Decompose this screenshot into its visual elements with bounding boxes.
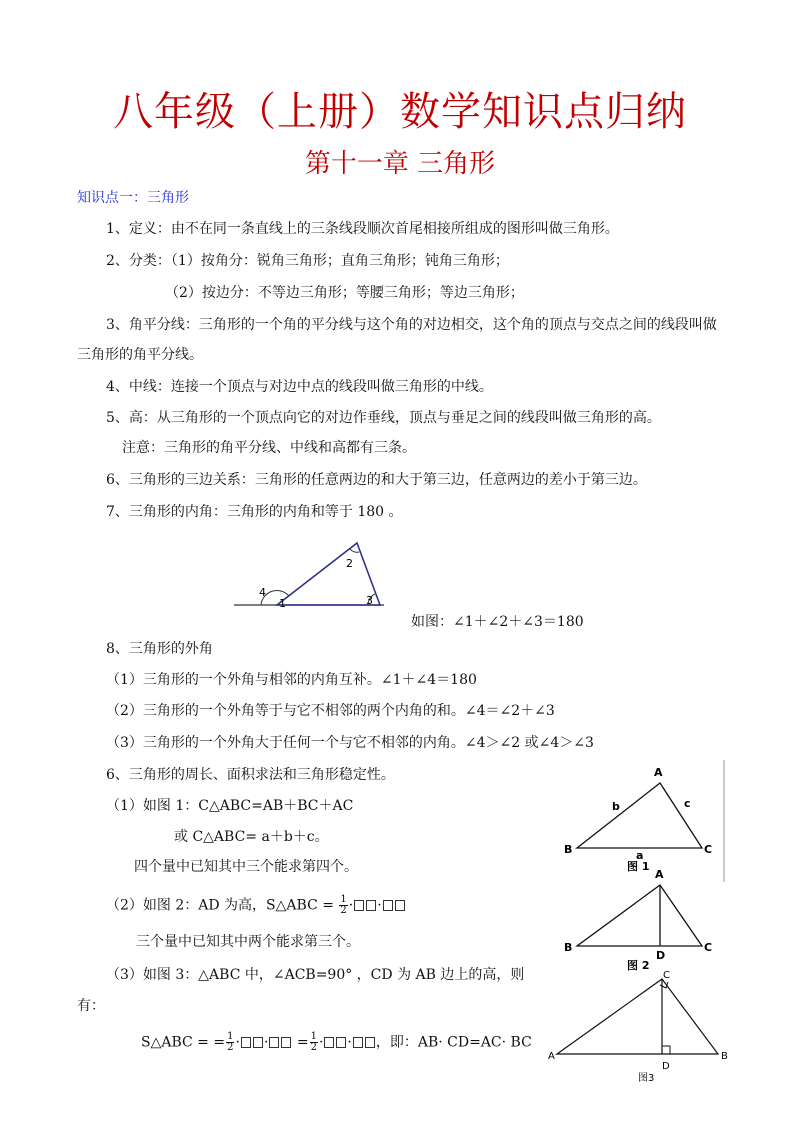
area-prefix: S△ABC = (141, 1034, 209, 1051)
exterior-angle-title: 8、三角形的外角 (106, 641, 213, 657)
perimeter-formula: （1）如图 1：C△ABC=AB＋BC＋AC (106, 798, 354, 814)
angle-label-1: 1 (279, 597, 286, 610)
angle-sum-caption: 如图：∠1＋∠2＋∠3＝180 (411, 614, 584, 630)
three-sides-relation-line: 6、三角形的三边关系：三角形的任意两边的和大于第三边，任意两边的差小于第三边。 (106, 472, 647, 488)
vertex-c: C (704, 843, 713, 856)
exterior-angle-rule-1: （1）三角形的一个外角与相邻的内角互补。∠1＋∠4＝180 (106, 672, 477, 688)
chapter-title: 第十一章 三角形 (304, 149, 496, 179)
one-half-fraction (226, 1032, 234, 1053)
figure-1-caption: 图 1 (627, 860, 650, 873)
missing-glyph-icon (354, 900, 364, 911)
vertex-c: C (704, 941, 713, 954)
triangle-abc (577, 783, 702, 848)
missing-glyph-icon (395, 900, 405, 911)
missing-glyph-icon (324, 1037, 334, 1048)
missing-glyph-icon (366, 900, 376, 911)
height-line: 5、高：从三角形的一个顶点向它的对边作垂线，顶点与垂足之间的线段叫做三角形的高。 (106, 410, 661, 426)
vertex-b: B (564, 843, 573, 856)
interior-angle-line: 7、三角形的内角：三角形的内角和等于 180 。 (106, 504, 403, 520)
right-triangle-line-continued: 有： (77, 998, 105, 1014)
one-half-fraction (310, 1032, 318, 1053)
area-note: 三个量中已知其中两个能求第三个。 (136, 934, 360, 950)
one-half-fraction (339, 895, 347, 916)
vertex-d: D (662, 1061, 670, 1072)
triangle (277, 543, 380, 605)
fraction-numerator: 1 (340, 894, 347, 905)
fraction-numerator: 1 (310, 1031, 317, 1042)
right-angle-mark-c (660, 982, 668, 988)
triangle-abc (557, 979, 718, 1054)
fraction-denominator: 2 (340, 905, 347, 916)
vertex-a: A (548, 1051, 555, 1062)
vertex-a: A (655, 868, 664, 881)
perimeter-area-title: 6、三角形的周长、面积求法和三角形稳定性。 (106, 767, 395, 783)
area-formula-text: （2）如图 2：AD 为高，S△ABC = (106, 897, 334, 914)
side-b-label: b (612, 800, 620, 813)
angle-2-arc (350, 549, 359, 552)
missing-glyph-icon (365, 1037, 375, 1048)
median-line: 4、中线：连接一个顶点与对边中点的线段叫做三角形的中线。 (106, 379, 493, 395)
side-c-label: c (684, 797, 691, 810)
vertex-b: B (564, 941, 573, 954)
fraction-numerator: 1 (227, 1031, 234, 1042)
figure-2 (560, 862, 730, 977)
area-suffix: ，即：AB· CD=AC· BC (375, 1034, 532, 1051)
note-line: 注意：三角形的角平分线、中线和高都有三条。 (122, 440, 416, 456)
classification-side-line: （2）按边分：不等边三角形；等腰三角形；等边三角形； (165, 285, 524, 301)
missing-glyph-icon (281, 1037, 291, 1048)
triangle-abc (577, 885, 702, 946)
right-triangle-line: （3）如图 3：△ABC 中，∠ACB=90° ，CD 为 AB 边上的高，则 (106, 967, 525, 983)
perimeter-formula-alt: 或 C△ABC= a＋b＋c。 (174, 829, 329, 845)
right-angle-mark-d (662, 1046, 670, 1054)
vertex-d: D (656, 949, 666, 962)
missing-glyph-icon (269, 1037, 279, 1048)
definition-line: 1、定义：由不在同一条直线上的三条线段顺次首尾相接所组成的图形叫做三角形。 (106, 221, 619, 237)
interior-angle-figure (234, 535, 394, 610)
angle-label-4: 4 (259, 586, 266, 599)
fraction-denominator: 2 (310, 1042, 317, 1053)
figure-3-caption: 图3 (638, 1073, 655, 1084)
missing-glyph-icon (353, 1037, 363, 1048)
bisector-line: 3、角平分线：三角形的一个角的平分线与这个角的对边相交，这个角的顶点与交点之间的线段叫做 (106, 317, 717, 333)
figure-2-caption: 图 2 (627, 959, 650, 972)
vertex-b: B (721, 1051, 728, 1062)
figure-3 (545, 968, 745, 1086)
angle-label-3: 3 (366, 594, 373, 607)
area-formula-line: （2）如图 2：AD 为高，S△ABC = $\frac{1}{2}$ · · (106, 895, 406, 916)
perimeter-note: 四个量中已知其中三个能求第四个。 (134, 859, 358, 875)
vertex-c: C (663, 970, 670, 981)
missing-glyph-icon (336, 1037, 346, 1048)
page-title: 八年级（上册）数学知识点归纳 (113, 89, 687, 135)
bisector-line-continued: 三角形的角平分线。 (77, 347, 203, 363)
right-triangle-area-line: S△ABC = = $\frac{1}{2}$ · · = $\frac{1}{2}$ · · ，即：AB· CD=AC· BC (141, 1031, 532, 1053)
exterior-angle-rule-3: （3）三角形的一个外角大于任何一个与它不相邻的内角。∠4＞∠2 或∠4＞∠3 (106, 735, 594, 751)
fraction-denominator: 2 (227, 1042, 234, 1053)
knowledge-point-heading: 知识点一：三角形 (77, 190, 189, 206)
vertex-a: A (654, 766, 663, 779)
classification-angle-line: 2、分类：（1）按角分：锐角三角形；直角三角形；钝角三角形； (106, 253, 509, 269)
missing-glyph-icon (253, 1037, 263, 1048)
missing-glyph-icon (383, 900, 393, 911)
side-a-label: a (636, 849, 644, 862)
exterior-angle-rule-2: （2）三角形的一个外角等于与它不相邻的两个内角的和。∠4＝∠2＋∠3 (106, 703, 555, 719)
angle-label-2: 2 (346, 557, 353, 570)
missing-glyph-icon (241, 1037, 251, 1048)
